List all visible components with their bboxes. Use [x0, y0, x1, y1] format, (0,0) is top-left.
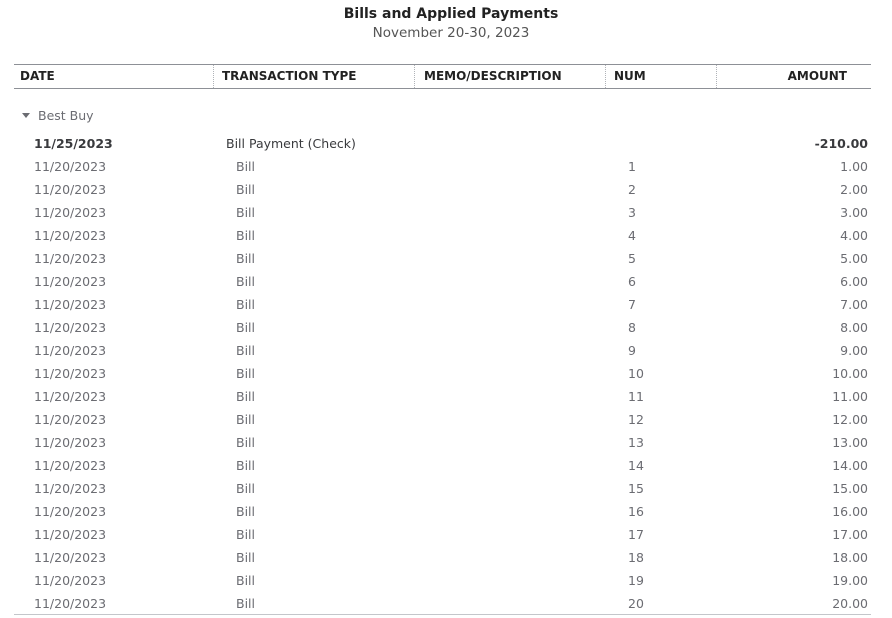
- table-row[interactable]: [14, 523, 871, 546]
- transaction-type-cell[interactable]: Bill: [236, 320, 255, 335]
- amount-cell[interactable]: 15.00: [832, 481, 868, 496]
- table-row[interactable]: [14, 339, 871, 362]
- amount-cell[interactable]: 17.00: [832, 527, 868, 542]
- table-row[interactable]: [14, 247, 871, 270]
- amount-cell[interactable]: 11.00: [832, 389, 868, 404]
- transaction-type-cell[interactable]: Bill: [236, 504, 255, 519]
- transaction-type-cell[interactable]: Bill: [236, 159, 255, 174]
- transaction-type-cell[interactable]: Bill: [236, 573, 255, 588]
- date-cell: 11/20/2023: [34, 274, 107, 289]
- table-row[interactable]: [14, 201, 871, 224]
- num-cell: 18: [628, 550, 644, 565]
- transaction-type-cell[interactable]: Bill: [236, 274, 255, 289]
- date-cell: 11/20/2023: [34, 366, 107, 381]
- date-cell: 11/20/2023: [34, 412, 107, 427]
- date-cell: 11/20/2023: [34, 205, 107, 220]
- date-cell: 11/20/2023: [34, 573, 107, 588]
- report-date-range: November 20-30, 2023: [372, 25, 530, 41]
- num-cell: 4: [628, 228, 636, 243]
- vendor-group-name: Best Buy: [38, 108, 94, 123]
- column-header-amount[interactable]: AMOUNT: [716, 65, 871, 88]
- table-row[interactable]: [14, 477, 871, 500]
- column-header-num[interactable]: NUM: [605, 65, 716, 88]
- num-cell: 20: [628, 596, 644, 611]
- column-header-date[interactable]: DATE: [20, 69, 55, 83]
- transaction-type-cell[interactable]: Bill: [236, 366, 255, 381]
- transaction-type-cell[interactable]: Bill: [236, 527, 255, 542]
- transaction-type-cell[interactable]: Bill: [236, 205, 255, 220]
- num-cell: 11: [628, 389, 644, 404]
- transaction-type-cell[interactable]: Bill: [236, 182, 255, 197]
- date-cell: 11/20/2023: [34, 527, 107, 542]
- transaction-type-cell[interactable]: Bill: [236, 435, 255, 450]
- num-cell: 13: [628, 435, 644, 450]
- transaction-type-cell[interactable]: Bill: [236, 596, 255, 611]
- table-row[interactable]: [14, 569, 871, 592]
- amount-cell[interactable]: 6.00: [840, 274, 868, 289]
- amount-cell[interactable]: 10.00: [832, 366, 868, 381]
- table-row[interactable]: [14, 270, 871, 293]
- date-cell: 11/20/2023: [34, 297, 107, 312]
- table-header: [14, 64, 871, 89]
- table-row[interactable]: [14, 454, 871, 477]
- table-row[interactable]: [14, 316, 871, 339]
- amount-cell[interactable]: 18.00: [832, 550, 868, 565]
- date-cell: 11/20/2023: [34, 343, 107, 358]
- transaction-type-cell[interactable]: Bill: [236, 389, 255, 404]
- transaction-type-cell[interactable]: Bill: [236, 481, 255, 496]
- date-cell: 11/20/2023: [34, 228, 107, 243]
- date-cell: 11/20/2023: [34, 481, 107, 496]
- amount-cell[interactable]: 2.00: [840, 182, 868, 197]
- table-row[interactable]: [14, 224, 871, 247]
- num-cell: 6: [628, 274, 636, 289]
- amount-cell[interactable]: 12.00: [832, 412, 868, 427]
- date-cell: 11/20/2023: [34, 550, 107, 565]
- column-header-memo-description[interactable]: MEMO/DESCRIPTION: [414, 65, 605, 88]
- table-row[interactable]: [14, 178, 871, 201]
- amount-cell[interactable]: 13.00: [832, 435, 868, 450]
- date-cell: 11/20/2023: [34, 389, 107, 404]
- table-row[interactable]: [14, 408, 871, 431]
- amount-cell[interactable]: 14.00: [832, 458, 868, 473]
- table-row[interactable]: [14, 592, 871, 615]
- caret-down-icon[interactable]: [22, 113, 30, 118]
- num-cell: 17: [628, 527, 644, 542]
- column-header-transaction-type[interactable]: TRANSACTION TYPE: [213, 65, 414, 88]
- num-cell: 15: [628, 481, 644, 496]
- table-row[interactable]: [14, 362, 871, 385]
- date-cell: 11/20/2023: [34, 458, 107, 473]
- num-cell: 2: [628, 182, 636, 197]
- amount-cell[interactable]: 7.00: [840, 297, 868, 312]
- num-cell: 3: [628, 205, 636, 220]
- transaction-type-cell[interactable]: Bill: [236, 412, 255, 427]
- date-cell: 11/20/2023: [34, 251, 107, 266]
- transaction-type-cell[interactable]: Bill: [236, 458, 255, 473]
- date-cell: 11/20/2023: [34, 320, 107, 335]
- num-cell: 10: [628, 366, 644, 381]
- date-cell: 11/20/2023: [34, 504, 107, 519]
- report-title: Bills and Applied Payments: [343, 6, 559, 22]
- amount-cell[interactable]: 9.00: [840, 343, 868, 358]
- date-cell: 11/25/2023: [34, 136, 113, 151]
- table-row[interactable]: [14, 546, 871, 569]
- amount-cell[interactable]: 8.00: [840, 320, 868, 335]
- table-row[interactable]: [14, 385, 871, 408]
- amount-cell[interactable]: 4.00: [840, 228, 868, 243]
- num-cell: 1: [628, 159, 636, 174]
- amount-cell[interactable]: 19.00: [832, 573, 868, 588]
- amount-cell[interactable]: 5.00: [840, 251, 868, 266]
- transaction-type-cell[interactable]: Bill Payment (Check): [226, 136, 356, 151]
- table-row[interactable]: [14, 155, 871, 178]
- num-cell: 19: [628, 573, 644, 588]
- num-cell: 12: [628, 412, 644, 427]
- num-cell: 9: [628, 343, 636, 358]
- table-row[interactable]: [14, 500, 871, 523]
- date-cell: 11/20/2023: [34, 159, 107, 174]
- vendor-group-toggle[interactable]: [14, 106, 94, 126]
- table-row[interactable]: [14, 431, 871, 454]
- transaction-type-cell[interactable]: Bill: [236, 228, 255, 243]
- amount-cell[interactable]: 16.00: [832, 504, 868, 519]
- date-cell: 11/20/2023: [34, 596, 107, 611]
- amount-cell[interactable]: 20.00: [832, 596, 868, 611]
- transaction-type-cell[interactable]: Bill: [236, 550, 255, 565]
- transaction-type-cell[interactable]: Bill: [236, 343, 255, 358]
- amount-cell[interactable]: -210.00: [814, 136, 868, 151]
- date-cell: 11/20/2023: [34, 435, 107, 450]
- table-row[interactable]: [14, 293, 871, 316]
- payment-row[interactable]: [14, 132, 871, 155]
- num-cell: 16: [628, 504, 644, 519]
- transaction-type-cell[interactable]: Bill: [236, 251, 255, 266]
- num-cell: 5: [628, 251, 636, 266]
- table-bottom-divider: [14, 614, 871, 615]
- num-cell: 14: [628, 458, 644, 473]
- transaction-type-cell[interactable]: Bill: [236, 297, 255, 312]
- transaction-rows: [14, 132, 871, 615]
- amount-cell[interactable]: 1.00: [840, 159, 868, 174]
- amount-cell[interactable]: 3.00: [840, 205, 868, 220]
- num-cell: 7: [628, 297, 636, 312]
- num-cell: 8: [628, 320, 636, 335]
- date-cell: 11/20/2023: [34, 182, 107, 197]
